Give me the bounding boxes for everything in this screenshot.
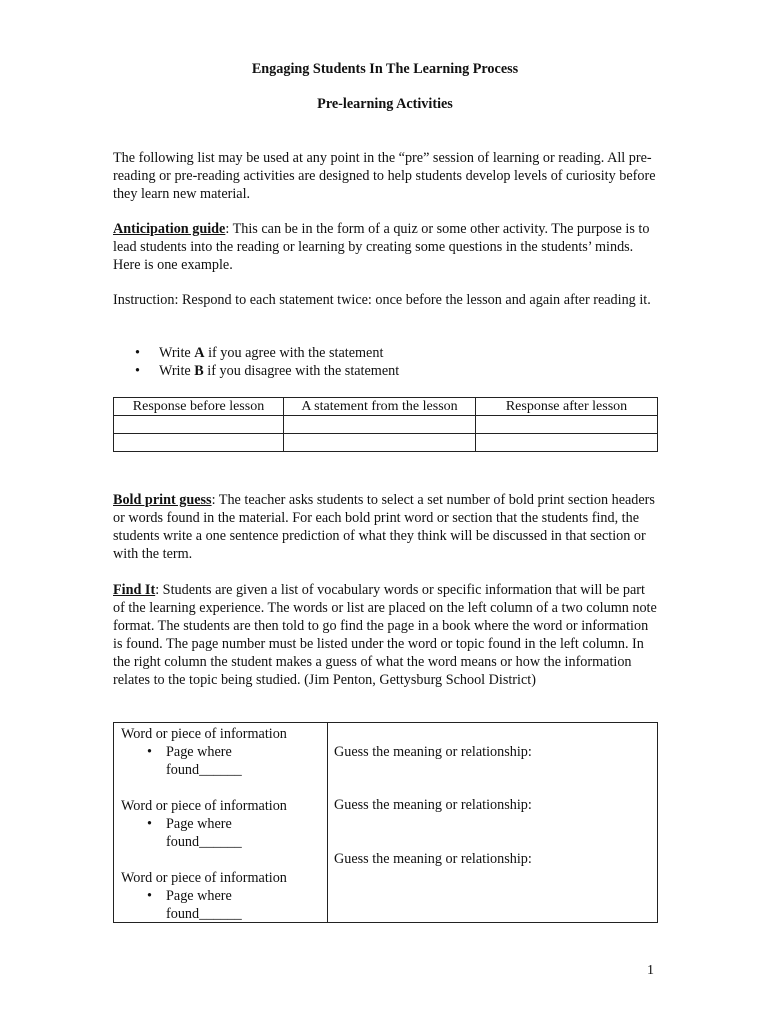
instruction-paragraph: Instruction: Respond to each statement twice: once before the lesson and again after reading it.: [113, 292, 651, 308]
table-cell[interactable]: [114, 434, 284, 452]
bold-print-text: : The teacher asks students to select a set number of bold print section headers or words found in the material. For each bold print word or section that the students find, the students write a one sentence prediction of what they think will be discussed in that section or with the term.: [113, 492, 655, 562]
bold-print-paragraph: [113, 491, 658, 563]
guess-entry[interactable]: Guess the meaning or relationship:: [334, 851, 532, 867]
find-it-table: [113, 722, 658, 923]
page-number: 1: [647, 963, 654, 978]
table-header-row: [114, 398, 658, 416]
table-header-cell: A statement from the lesson: [284, 398, 476, 416]
table-cell[interactable]: [284, 434, 476, 452]
word-entry[interactable]: Word or piece of information • Page where found______: [121, 725, 321, 779]
word-entry[interactable]: Word or piece of information • Page where found______: [121, 797, 321, 851]
table-header-cell: Response after lesson: [476, 398, 658, 416]
bold-print-heading: Bold print guess: [113, 492, 212, 508]
bullet-item: • Write A if you agree with the statement: [113, 344, 399, 362]
table-cell[interactable]: [476, 434, 658, 452]
anticipation-paragraph: [113, 220, 658, 274]
find-it-paragraph: [113, 581, 658, 689]
table-header-cell: Response before lesson: [114, 398, 284, 416]
table-cell[interactable]: [284, 416, 476, 434]
intro-paragraph: The following list may be used at any point in the “pre” session of learning or reading. All pre-reading or pre-reading activities are designed to help students develop levels of curiosity before they learn new material.: [113, 150, 656, 202]
document-title: Engaging Students In The Learning Process: [251, 61, 519, 77]
guess-entry[interactable]: Guess the meaning or relationship:: [334, 797, 532, 813]
word-entry[interactable]: Word or piece of information • Page where found______: [121, 869, 321, 923]
document-subtitle: Pre-learning Activities: [317, 96, 453, 112]
table-cell[interactable]: [114, 416, 284, 434]
find-it-heading: Find It: [113, 582, 156, 598]
anticipation-table: [113, 397, 658, 452]
column-divider: [327, 723, 328, 922]
table-row: [114, 416, 658, 434]
bullet-item: • Write B if you disagree with the statement: [113, 362, 399, 380]
anticipation-heading: Anticipation guide: [113, 221, 226, 237]
instruction-bullets: [113, 344, 399, 380]
anticipation-text: : This can be in the form of a quiz or some other activity. The purpose is to lead students into the reading or learning by creating some questions in the students’ minds. Here is one example.: [113, 221, 650, 273]
table-cell[interactable]: [476, 416, 658, 434]
find-it-text: : Students are given a list of vocabulary words or specific information that will be part of the learning experience. The words or list are placed on the left column of a two column note format. The students are then told to go find the page in a book where the word or information is found. The page number must be listed under the word or topic found in the left column. In the right column the student makes a guess of what the word means or how the information relates to the topic being studied. (Jim Penton, Gettysburg School District): [113, 582, 657, 688]
guess-entry[interactable]: Guess the meaning or relationship:: [334, 744, 532, 760]
table-row: [114, 434, 658, 452]
